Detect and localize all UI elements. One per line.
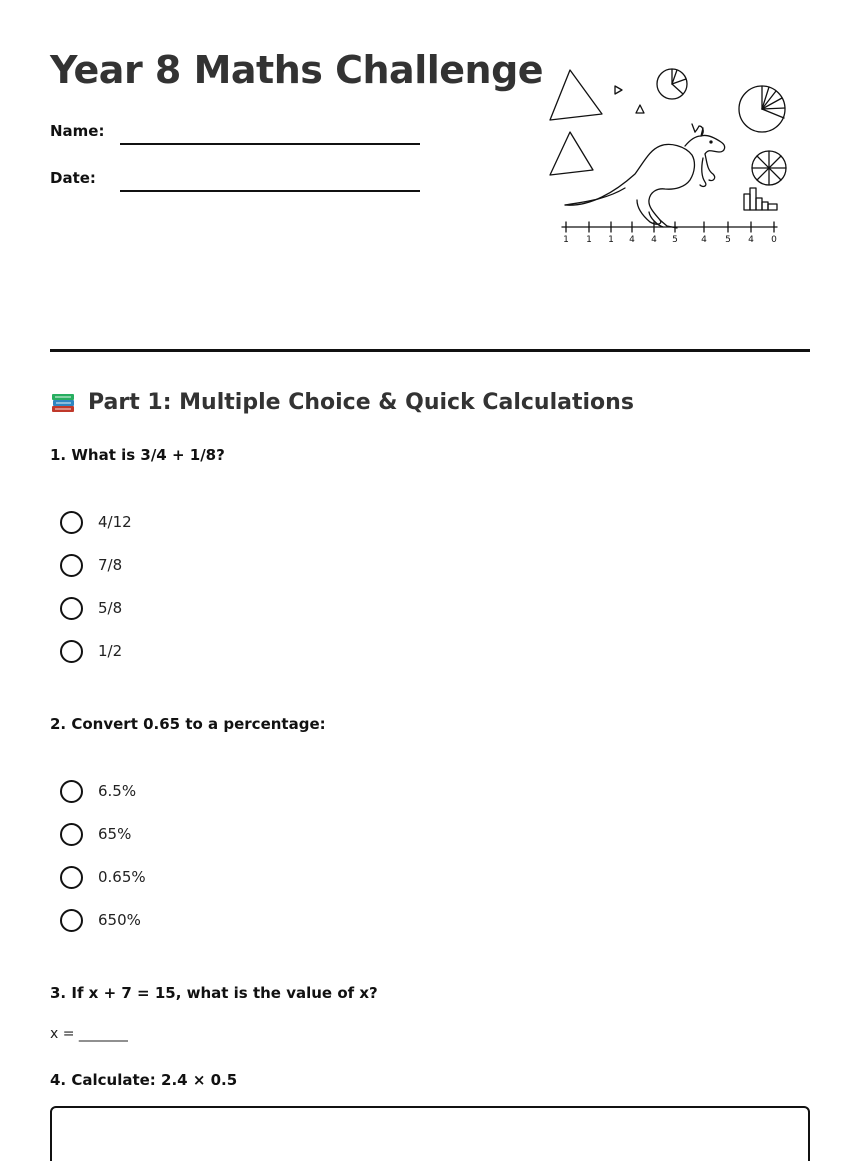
pie-chart-medium-icon	[752, 151, 786, 185]
number-line-label: 5	[725, 235, 731, 245]
question-3: 3. If x + 7 = 15, what is the value of x?	[50, 984, 378, 1002]
page-title: Year 8 Maths Challenge	[50, 48, 544, 92]
number-line-label: 1	[563, 235, 569, 245]
kangaroo-maths-illustration	[545, 62, 795, 252]
option-label: 6.5%	[98, 782, 137, 800]
number-line-label: 1	[586, 235, 592, 245]
date-field[interactable]	[120, 190, 420, 192]
option-label: 1/2	[98, 642, 123, 660]
question-1: 1. What is 3/4 + 1/8?	[50, 446, 225, 464]
q3-answer-line[interactable]: x = _______	[50, 1026, 128, 1042]
q2-option-2[interactable]	[60, 821, 131, 847]
triangle-medium-icon	[550, 132, 593, 175]
triangle-small-icon	[615, 86, 644, 113]
bar-chart-icon	[744, 188, 777, 210]
radio-button[interactable]	[60, 597, 83, 620]
q2-option-3[interactable]	[60, 864, 146, 890]
q4-answer-box[interactable]	[50, 1106, 810, 1161]
option-label: 4/12	[98, 513, 132, 531]
radio-button[interactable]	[60, 780, 83, 803]
name-field[interactable]	[120, 143, 420, 145]
option-label: 7/8	[98, 556, 123, 574]
section-title: Part 1: Multiple Choice & Quick Calculations	[88, 389, 634, 415]
number-line-label: 1	[608, 235, 614, 245]
radio-button[interactable]	[60, 823, 83, 846]
radio-button[interactable]	[60, 554, 83, 577]
q1-option-3[interactable]	[60, 595, 122, 621]
number-line-label: 0	[771, 235, 777, 245]
q1-option-2[interactable]	[60, 552, 122, 578]
section-divider	[50, 349, 810, 352]
number-line	[562, 222, 777, 232]
triangle-large-icon	[550, 70, 602, 120]
pie-chart-large-icon	[739, 86, 785, 132]
option-label: 65%	[98, 825, 132, 843]
question-4: 4. Calculate: 2.4 × 0.5	[50, 1071, 238, 1089]
pie-chart-small-icon	[657, 69, 687, 99]
radio-button[interactable]	[60, 640, 83, 663]
q1-option-4[interactable]	[60, 638, 122, 664]
option-label: 0.65%	[98, 868, 146, 886]
q2-option-4[interactable]	[60, 907, 141, 933]
number-line-label: 4	[629, 235, 635, 245]
date-label: Date:	[50, 169, 96, 187]
q1-option-1[interactable]	[60, 509, 132, 535]
number-line-label: 4	[748, 235, 754, 245]
section-heading	[50, 388, 634, 416]
radio-button[interactable]	[60, 909, 83, 932]
radio-button[interactable]	[60, 511, 83, 534]
name-label: Name:	[50, 122, 105, 140]
number-line-label: 4	[701, 235, 707, 245]
kangaroo-icon	[565, 124, 725, 228]
number-line-label: 4	[651, 235, 657, 245]
books-icon	[50, 388, 78, 416]
radio-button[interactable]	[60, 866, 83, 889]
question-2: 2. Convert 0.65 to a percentage:	[50, 715, 326, 733]
q2-option-1[interactable]	[60, 778, 136, 804]
option-label: 650%	[98, 911, 141, 929]
number-line-label: 5	[672, 235, 678, 245]
option-label: 5/8	[98, 599, 123, 617]
